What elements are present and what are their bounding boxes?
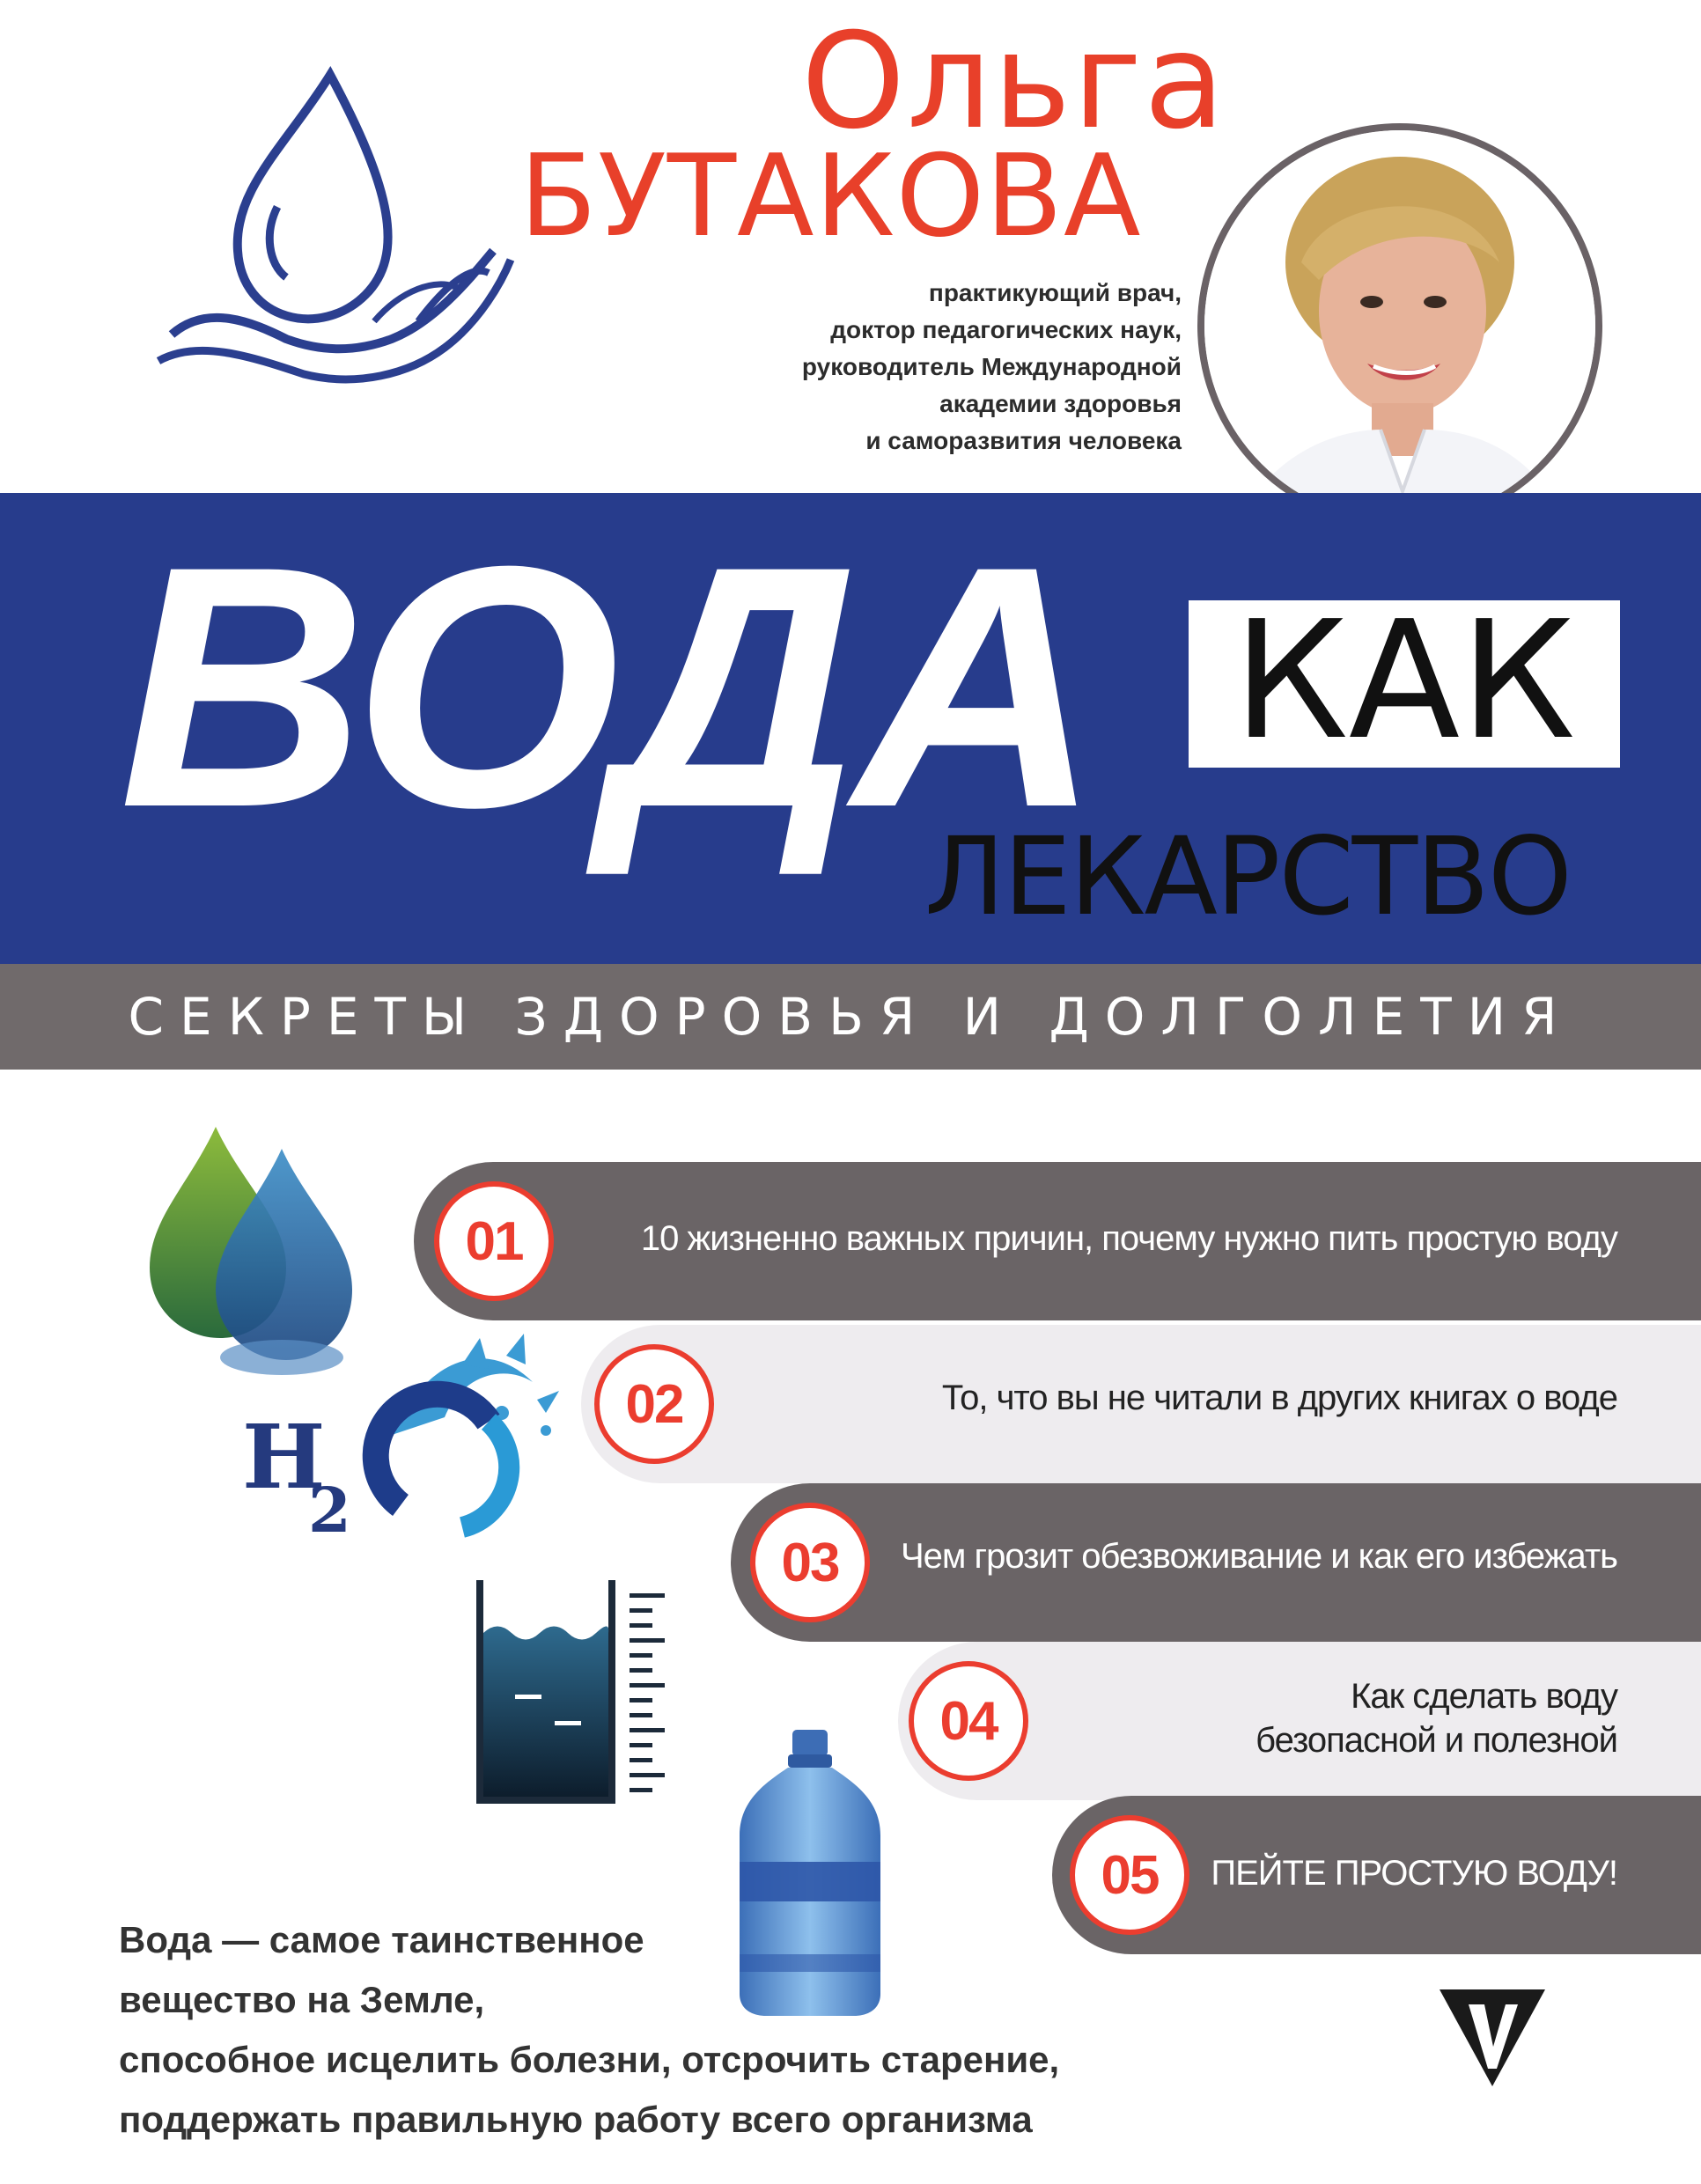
step-text: Чем грозит обезвоживание и как его избежать: [900, 1537, 1617, 1576]
subtitle: СЕКРЕТЫ ЗДОРОВЬЯ И ДОЛГОЛЕТИЯ: [128, 987, 1573, 1047]
step-text-line: Как сделать воду: [1351, 1677, 1617, 1716]
step-number: 01: [465, 1210, 523, 1272]
tagline-line: поддержать правильную работу всего организма: [119, 2099, 1033, 2140]
step-text: 10 жизненно важных причин, почему нужно пить простую воду: [640, 1219, 1617, 1258]
author-portrait-image: [1204, 130, 1595, 521]
title-word-lekarstvo: ЛЕКАРСТВО: [924, 814, 1571, 939]
step-number-badge: [594, 1344, 714, 1464]
step-number: 03: [781, 1532, 839, 1593]
author-credentials: [636, 275, 1182, 460]
h2o-subscript: 2: [308, 1474, 351, 1547]
water-drop-hand-logo: [154, 57, 524, 427]
publisher-v-logo: [1435, 1985, 1550, 2091]
step-number-badge: [909, 1661, 1028, 1781]
title-word-kak: КАК: [1233, 585, 1576, 776]
author-photo: [1197, 123, 1602, 528]
step-number: 04: [939, 1690, 998, 1752]
step-text: ПЕЙТЕ ПРОСТУЮ ВОДУ!: [1211, 1854, 1617, 1893]
author-last-name: БУТАКОВА: [519, 131, 1142, 262]
h2o-letter-h: H: [242, 1405, 326, 1509]
credential-line: доктор педагогических наук,: [830, 316, 1182, 343]
step-text: То, что вы не читали в других книгах о воде: [941, 1379, 1617, 1417]
title-word-voda: ВОДА: [119, 495, 1096, 879]
credential-line: руководитель Международной: [801, 353, 1182, 380]
credential-line: и саморазвития человека: [865, 427, 1182, 454]
credential-line: академии здоровья: [939, 390, 1182, 417]
credential-line: практикующий врач,: [928, 279, 1182, 306]
step-number: 05: [1101, 1844, 1159, 1906]
step-number: 02: [625, 1373, 683, 1435]
tagline-line: вещество на Земле,: [119, 1979, 485, 2020]
h2o-splash-icon: [198, 1329, 568, 1567]
step-number-badge: [1070, 1815, 1189, 1935]
measuring-glass-icon: [471, 1580, 682, 1809]
step-text: [1256, 1674, 1617, 1762]
tagline-line: Вода — самое таинственное: [119, 1919, 644, 1960]
tagline: [119, 1910, 1059, 2150]
step-number-badge: [750, 1503, 870, 1622]
tagline-line: способное исцелить болезни, отсрочить старение,: [119, 2039, 1060, 2080]
step-text-line: безопасной и полезной: [1256, 1721, 1617, 1760]
step-number-badge: [434, 1181, 554, 1301]
author-first-name: Ольга: [801, 5, 1227, 158]
